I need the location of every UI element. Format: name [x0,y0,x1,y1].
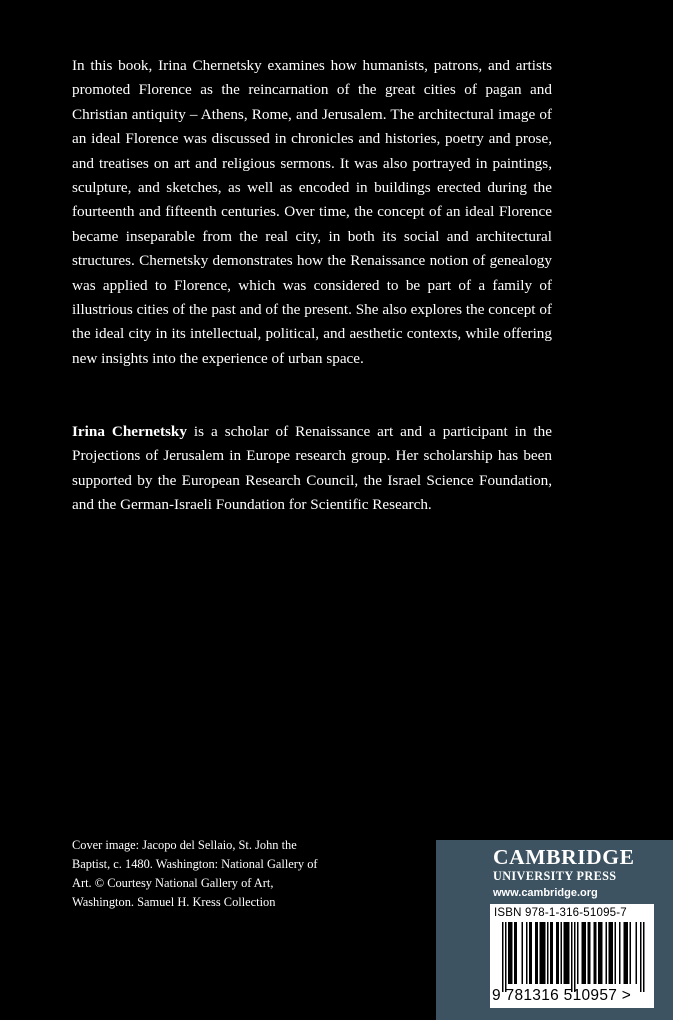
barcode-bar [601,922,603,984]
barcode-guard-bar [502,922,504,992]
publisher-url: www.cambridge.org [493,887,598,899]
barcode-bar [627,922,629,984]
barcode-bar [610,922,612,984]
barcode-bar [556,922,558,984]
barcode-bar [564,922,566,984]
barcode-bar [561,922,563,984]
barcode-bar [594,922,596,984]
barcode-bar [514,922,516,984]
barcode-bar [540,922,542,984]
barcode-bar [612,922,614,984]
barcode-guard-bar [643,922,645,992]
barcode-bar [619,922,621,984]
publisher-logo-subtitle: UNIVERSITY PRESS [493,869,617,883]
barcode-bar [537,922,539,984]
barcode-bar [510,922,512,984]
barcode-bar [511,922,513,984]
barcode-digits: 9 781316 510957 > [492,987,632,1004]
barcode-bar [567,922,569,984]
barcode-bar [516,922,518,984]
barcode-bar [543,922,545,984]
barcode-bar [609,922,611,984]
barcode-bar [547,922,549,984]
barcode-bar [582,922,584,984]
barcode-bar [585,922,587,984]
barcode-bar [630,922,632,984]
barcode-bar [600,922,602,984]
barcode-bar [624,922,626,984]
author-bio-text: is a scholar of Renaissance art and a participant in the Projections of Jerusalem in Europe research group. Her scholarship has been supported by the European Research Council, the Israel Science Foundation, and the German-Israeli Foundation for Scientific Research. [72,423,552,514]
isbn-label: ISBN 978-1-316-51095-7 [494,907,627,919]
barcode-guard-bar [640,922,642,992]
author-name: Irina Chernetsky [72,423,187,440]
barcode-guard-bar [571,922,573,992]
barcode-bar [636,922,638,984]
barcode-bar [508,922,510,984]
barcode-bar [615,922,617,984]
barcode-bar [550,922,552,984]
barcode-bar [577,922,579,984]
barcode-guard-bar [574,922,576,992]
barcode-bar [606,922,608,984]
barcode-bar [588,922,590,984]
barcode-bar [541,922,543,984]
cover-image-credit: Cover image: Jacopo del Sellaio, St. John the Baptist, c. 1480. Washington: National Gallery of Art. © Courtesy National Gallery of Art, Washington. Samuel H. Kress Collection [72,838,318,909]
barcode-bar [535,922,537,984]
barcode-bar [529,922,531,984]
barcode-bar [544,922,546,984]
barcode-bar [526,922,528,984]
book-description: In this book, Irina Chernetsky examines how humanists, patrons, and artists promoted Florence as the reincarnation of the great cities of pagan and Christian antiquity – Athens, Rome, and Jerusalem. The architectural image of an ideal Florence was discussed in chronicles and histories, poetry and prose, and treatises on art and religious sermons. It was also portrayed in paintings, sculpture, and sketches, as well as encoded in buildings erected during the fourteenth and fifteenth centuries. Over time, the concept of an ideal Florence became inseparable from the real city, in both its social and architectural structures. Chernetsky demonstrates how the Renaissance notion of genealogy was applied to Florence, which was considered to be part of a family of illustrious cities of the past and of the present. She also explores the concept of the ideal city in its intellectual, political, and aesthetic contexts, while offering new insights into the experience of urban space. [72,57,552,367]
author-bio [72,420,552,518]
publisher-panel [436,840,673,1020]
isbn-barcode [490,904,654,1008]
barcode-bar [625,922,627,984]
barcode-bar [552,922,554,984]
barcode-bar [595,922,597,984]
barcode-bar [583,922,585,984]
barcode-bar [531,922,533,984]
barcode-bar [568,922,570,984]
barcode-bar [565,922,567,984]
publisher-logo-name: CAMBRIDGE [493,845,635,869]
barcode-bar [598,922,600,984]
barcode-bar [589,922,591,984]
barcode-guard-bar [505,922,507,992]
barcode-bar [558,922,560,984]
barcode-bar [522,922,524,984]
